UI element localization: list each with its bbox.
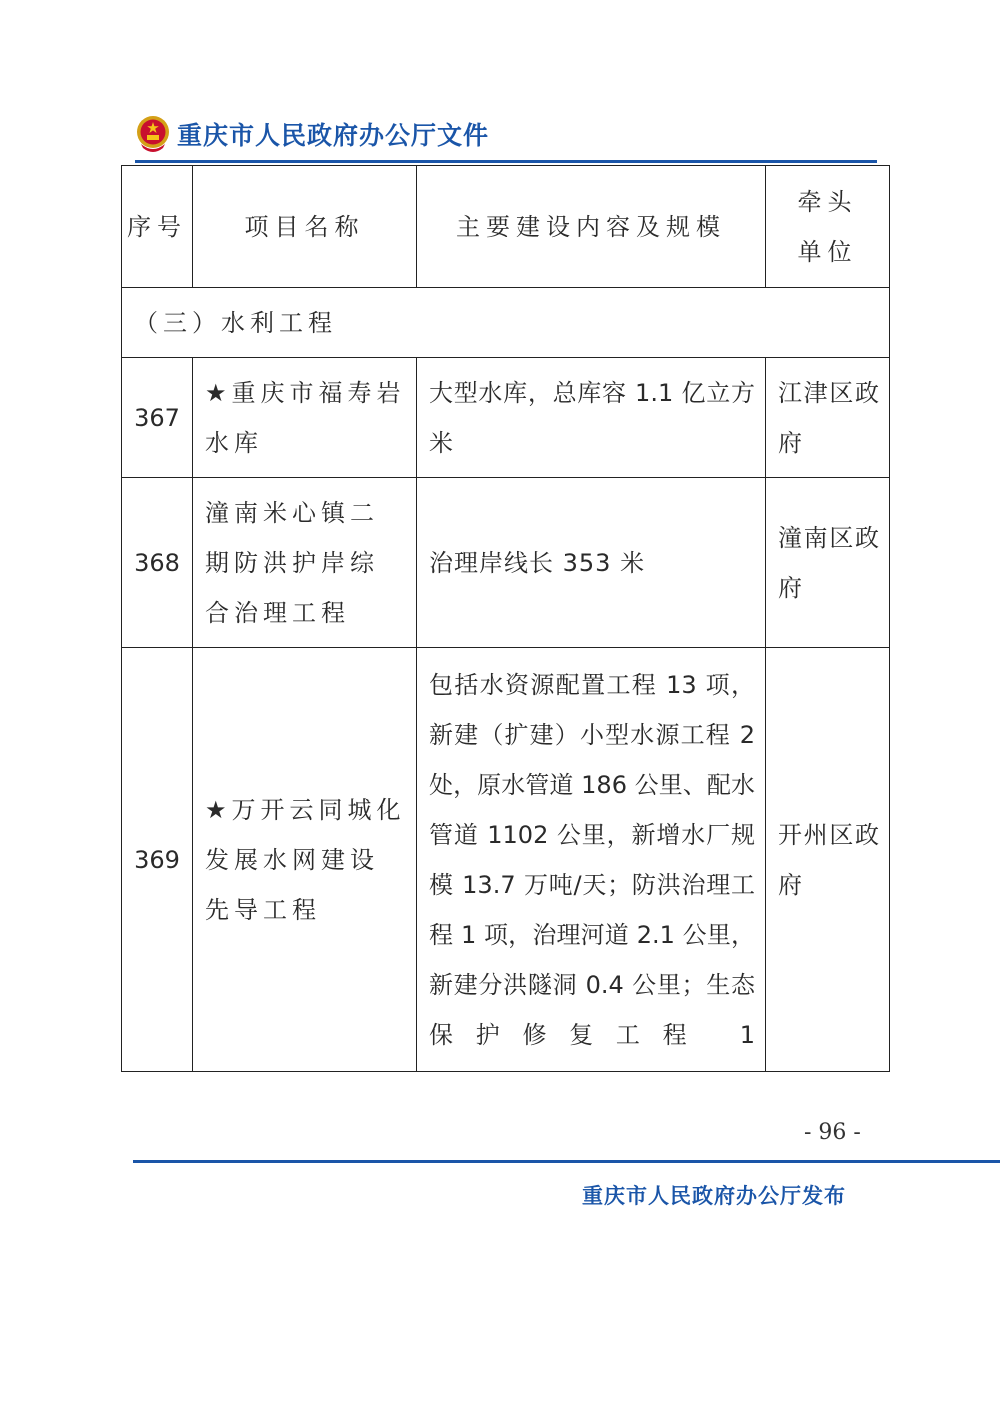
- row-number: 369: [122, 648, 193, 1072]
- document-header: [135, 112, 489, 156]
- project-name: ★万开云同城化发展水网建设先导工程: [193, 648, 417, 1072]
- document-title: 重庆市人民政府办公厅文件: [177, 121, 490, 150]
- table-row: [122, 648, 890, 1072]
- project-name: ★重庆市福寿岩水库: [193, 358, 417, 478]
- table-row: [122, 478, 890, 648]
- table-row: [122, 358, 890, 478]
- lead-unit: 开州区政府: [766, 648, 890, 1072]
- category-row: [122, 288, 890, 358]
- national-emblem-icon: [135, 114, 171, 154]
- header-rule: [135, 160, 877, 163]
- column-header-no: 序号: [122, 166, 193, 288]
- project-table: [121, 165, 890, 1072]
- lead-unit: 江津区政府: [766, 358, 890, 478]
- column-header-name: 项目名称: [193, 166, 417, 288]
- column-header-lead: 牵头单位: [766, 166, 890, 288]
- project-content: 大型水库，总库容 1.1 亿立方米: [417, 358, 766, 478]
- publisher-label: 重庆市人民政府办公厅发布: [582, 1183, 846, 1208]
- project-name: 潼南米心镇二期防洪护岸综合治理工程: [193, 478, 417, 648]
- page-number: - 96 -: [804, 1120, 861, 1145]
- project-content: 包括水资源配置工程 13 项，新建（扩建）小型水源工程 2 处，原水管道 186 公里、配水管道 1102 公里，新增水厂规模 13.7 万吨/天；防洪治理工程 1 项，治理河道 2.1 公里，新建分洪隧洞 0.4 公里；生态保护修复工程 1: [417, 648, 766, 1072]
- footer-rule: [133, 1160, 1000, 1163]
- lead-unit: 潼南区政府: [766, 478, 890, 648]
- column-header-content: 主要建设内容及规模: [417, 166, 766, 288]
- category-label: （三）水利工程: [122, 288, 890, 358]
- project-content: 治理岸线长 353 米: [417, 478, 766, 648]
- table-header-row: [122, 166, 890, 288]
- row-number: 367: [122, 358, 193, 478]
- row-number: 368: [122, 478, 193, 648]
